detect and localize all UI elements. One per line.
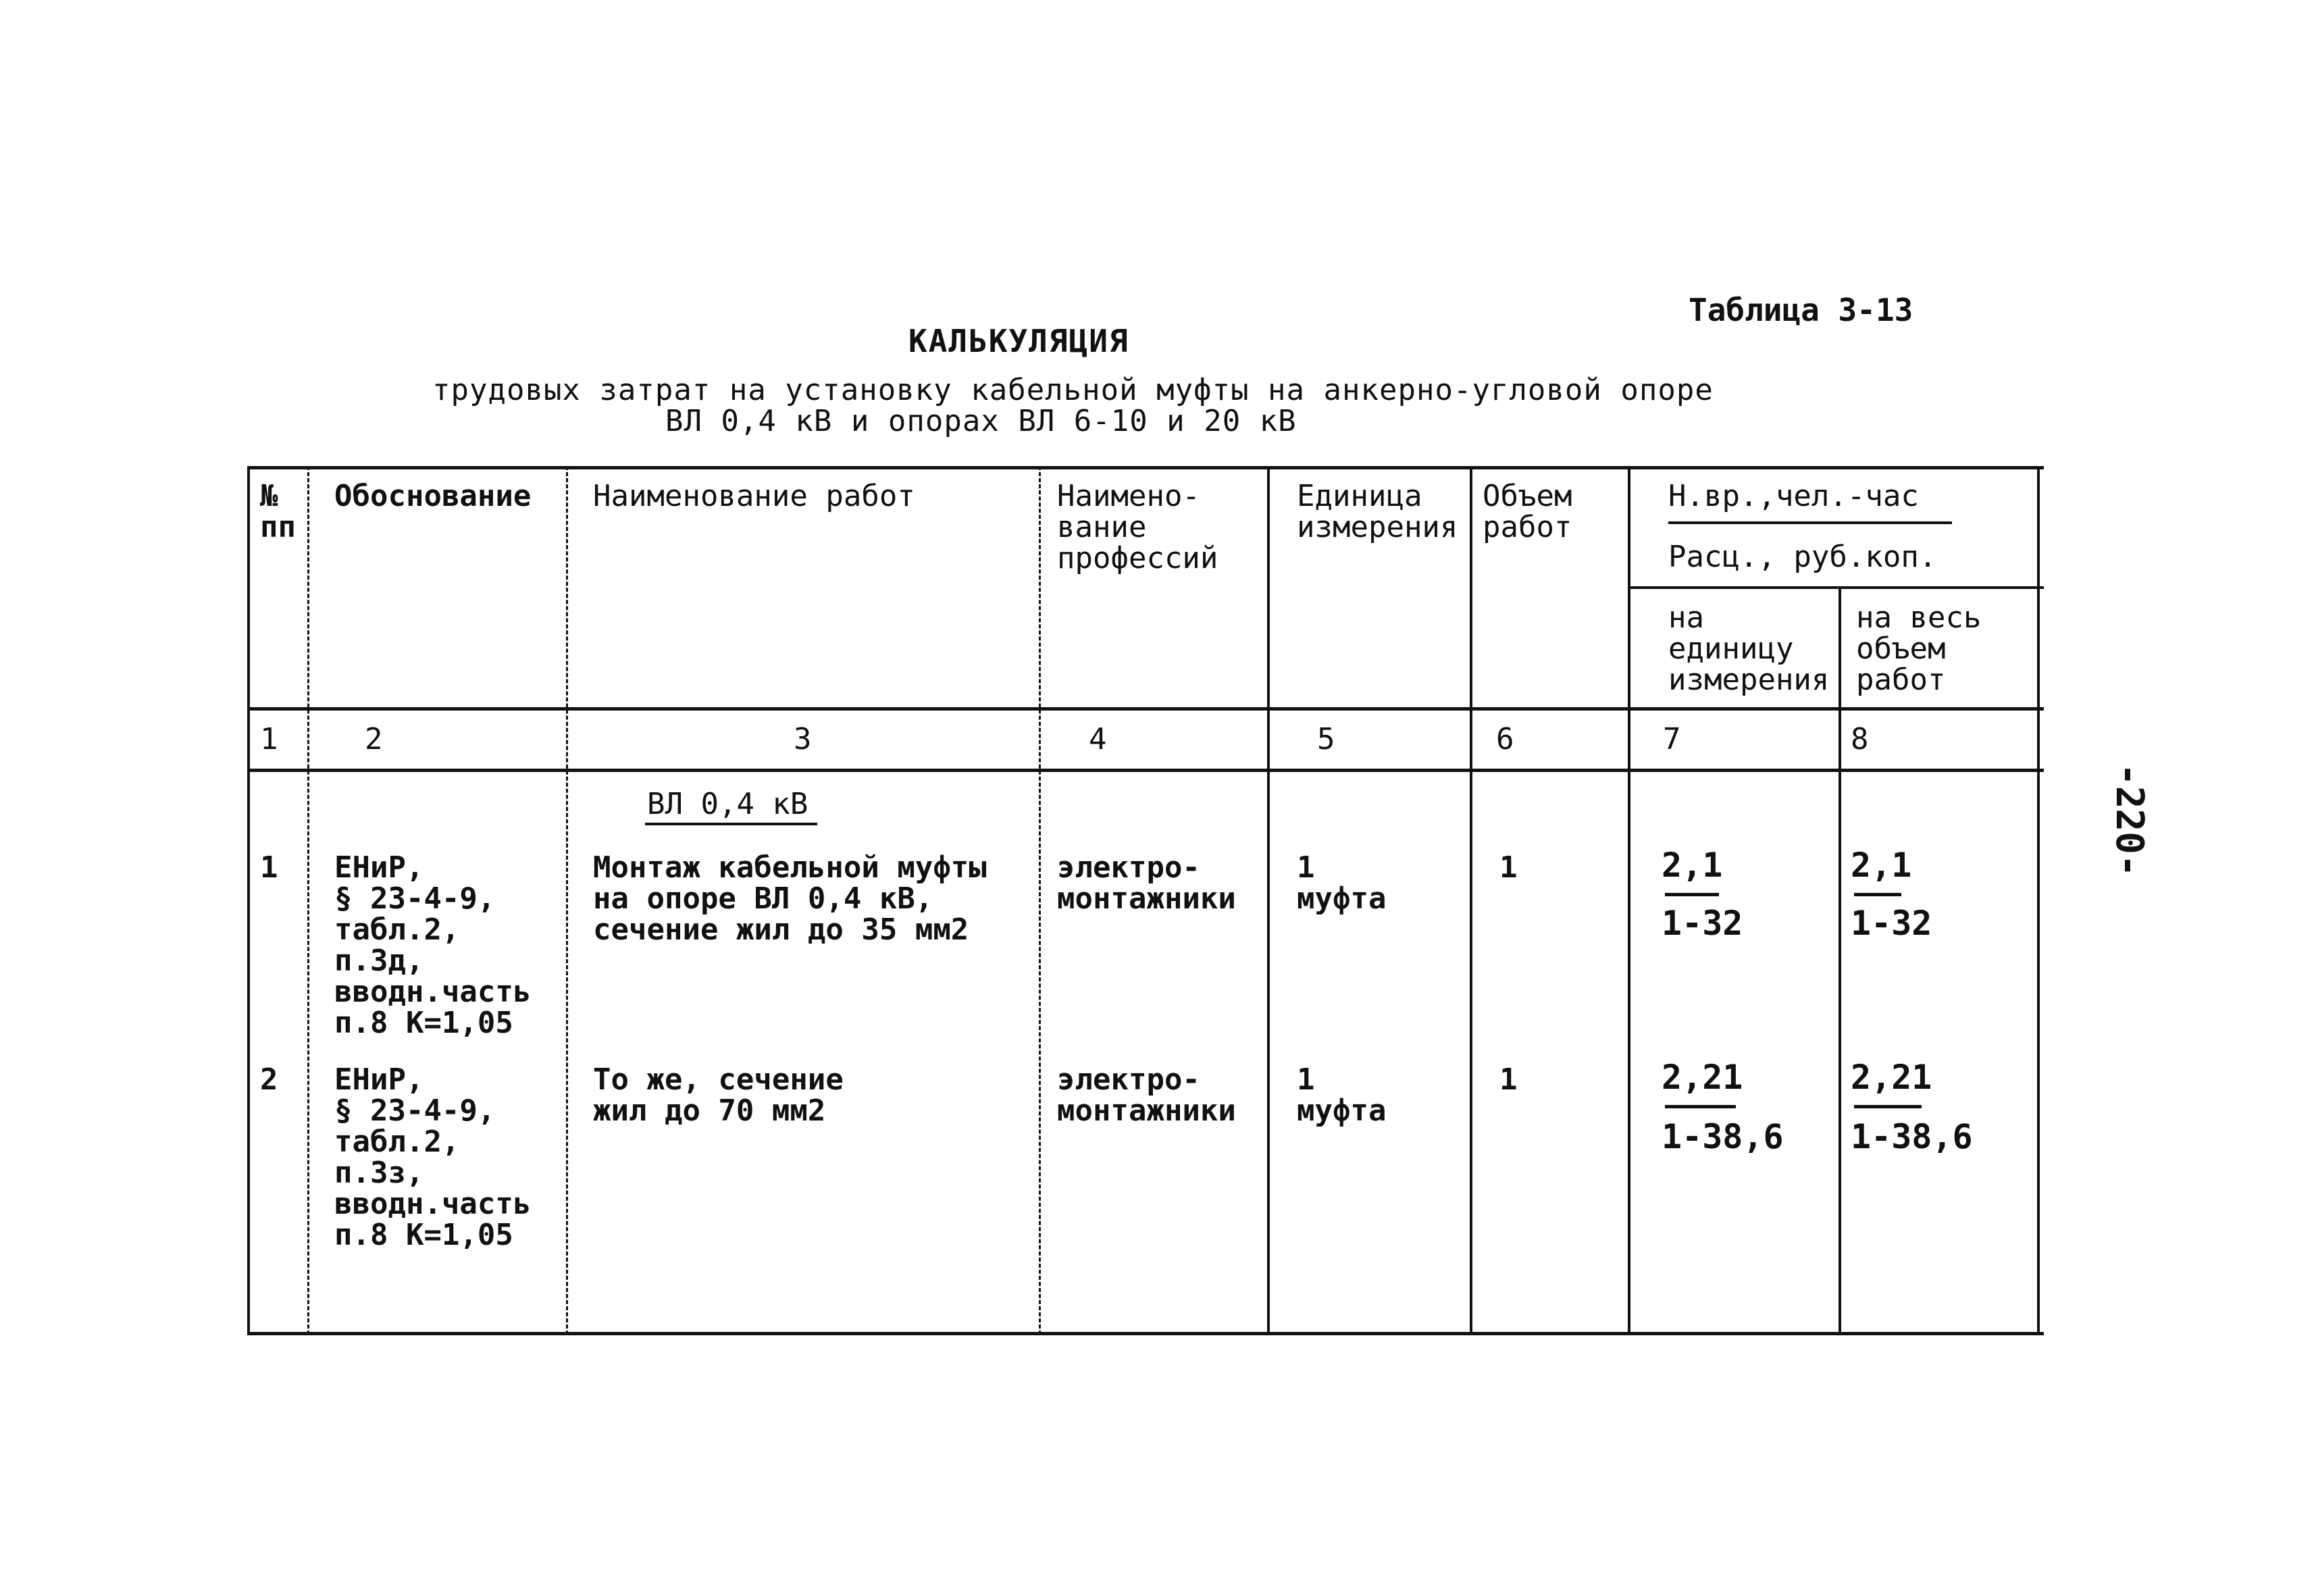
col-divider-1	[307, 466, 309, 1335]
col-divider-6	[1628, 466, 1630, 1335]
colnum-bottom-border	[247, 769, 2044, 772]
row1-basis: ЕНиР, § 23-4-9, табл.2, п.3д, вводн.часть п.8 К=1,05	[334, 850, 532, 1040]
row1-work: Монтаж кабельной муфты на опоре ВЛ 0,4 кВ, сечение жил до 35 мм2	[593, 850, 987, 947]
header-col-work: Наименование работ	[593, 479, 915, 513]
colnum-6: 6	[1496, 722, 1514, 756]
row1-volume: 1	[1499, 850, 1518, 885]
header-sub-total: на весь объем работ	[1856, 600, 1982, 697]
row2-profession: электро- монтажники	[1057, 1062, 1236, 1128]
header-col-num: № пп	[260, 479, 296, 544]
row2-total-fraction-line	[1854, 1105, 1922, 1108]
colnum-2: 2	[365, 722, 383, 756]
colnum-3: 3	[794, 722, 812, 756]
row2-total-norm: 2,21	[1851, 1058, 1932, 1097]
colnum-5: 5	[1317, 722, 1335, 756]
section-title: ВЛ 0,4 кВ	[647, 787, 808, 821]
header-col-norm-top: Н.вр.,чел.-час	[1668, 479, 1919, 513]
page-number: -220-	[2107, 763, 2151, 877]
row1-unit-fraction-line	[1665, 893, 1719, 896]
row2-unit-norm: 2,21	[1662, 1058, 1743, 1097]
table-right-border	[2037, 466, 2040, 1335]
subtitle-line-2: ВЛ 0,4 кВ и опорах ВЛ 6-10 и 20 кВ	[665, 404, 1297, 438]
row1-total-fraction-line	[1854, 893, 1901, 896]
table-bottom-border	[247, 1332, 2044, 1335]
header-bottom-border	[247, 707, 2044, 711]
row2-work: То же, сечение жил до 70 мм2	[593, 1062, 844, 1128]
header-col-unit: Единица измерения	[1297, 479, 1458, 544]
col-divider-3	[1039, 466, 1041, 1335]
table-top-border	[247, 466, 2044, 469]
col-divider-7	[1839, 586, 1841, 1335]
header-subdivider	[1628, 586, 2044, 589]
table-caption: Таблица 3-13	[1689, 292, 1913, 328]
col-divider-4	[1267, 466, 1270, 1335]
row1-unit: 1 муфта	[1297, 850, 1387, 916]
col-divider-5	[1470, 466, 1472, 1335]
row2-total-rate: 1-38,6	[1851, 1117, 1973, 1156]
col-divider-2	[566, 466, 568, 1335]
row1-total-rate: 1-32	[1851, 904, 1932, 943]
row1-total-norm: 2,1	[1851, 846, 1912, 885]
row2-volume: 1	[1499, 1062, 1518, 1097]
row2-unit: 1 муфта	[1297, 1062, 1387, 1128]
colnum-1: 1	[260, 722, 278, 756]
row2-basis: ЕНиР, § 23-4-9, табл.2, п.3з, вводн.часть п.8 К=1,05	[334, 1062, 532, 1252]
row1-unit-norm: 2,1	[1662, 846, 1723, 885]
header-col-basis: Обоснование	[334, 479, 532, 513]
row2-unit-fraction-line	[1665, 1105, 1736, 1108]
header-col-profession: Наимено- вание профессий	[1057, 479, 1218, 575]
document-title: КАЛЬКУЛЯЦИЯ	[908, 323, 1129, 359]
header-col-volume: Объем работ	[1483, 479, 1572, 544]
row2-unit-rate: 1-38,6	[1662, 1117, 1784, 1156]
section-title-underline	[645, 823, 817, 825]
header-col-rate-bottom: Расц., руб.коп.	[1668, 540, 1937, 574]
colnum-4: 4	[1089, 722, 1107, 756]
row1-unit-rate: 1-32	[1662, 904, 1743, 943]
row1-profession: электро- монтажники	[1057, 850, 1236, 916]
table-left-border	[247, 466, 250, 1335]
colnum-8: 8	[1851, 722, 1869, 756]
header-sub-per-unit: на единицу измерения	[1668, 600, 1830, 697]
row1-num: 1	[260, 850, 278, 885]
subtitle-line-1: трудовых затрат на установку кабельной муфты на анкерно-угловой опоре	[432, 373, 1714, 407]
row2-num: 2	[260, 1062, 278, 1097]
colnum-7: 7	[1663, 722, 1681, 756]
header-norm-underline	[1668, 521, 1952, 524]
